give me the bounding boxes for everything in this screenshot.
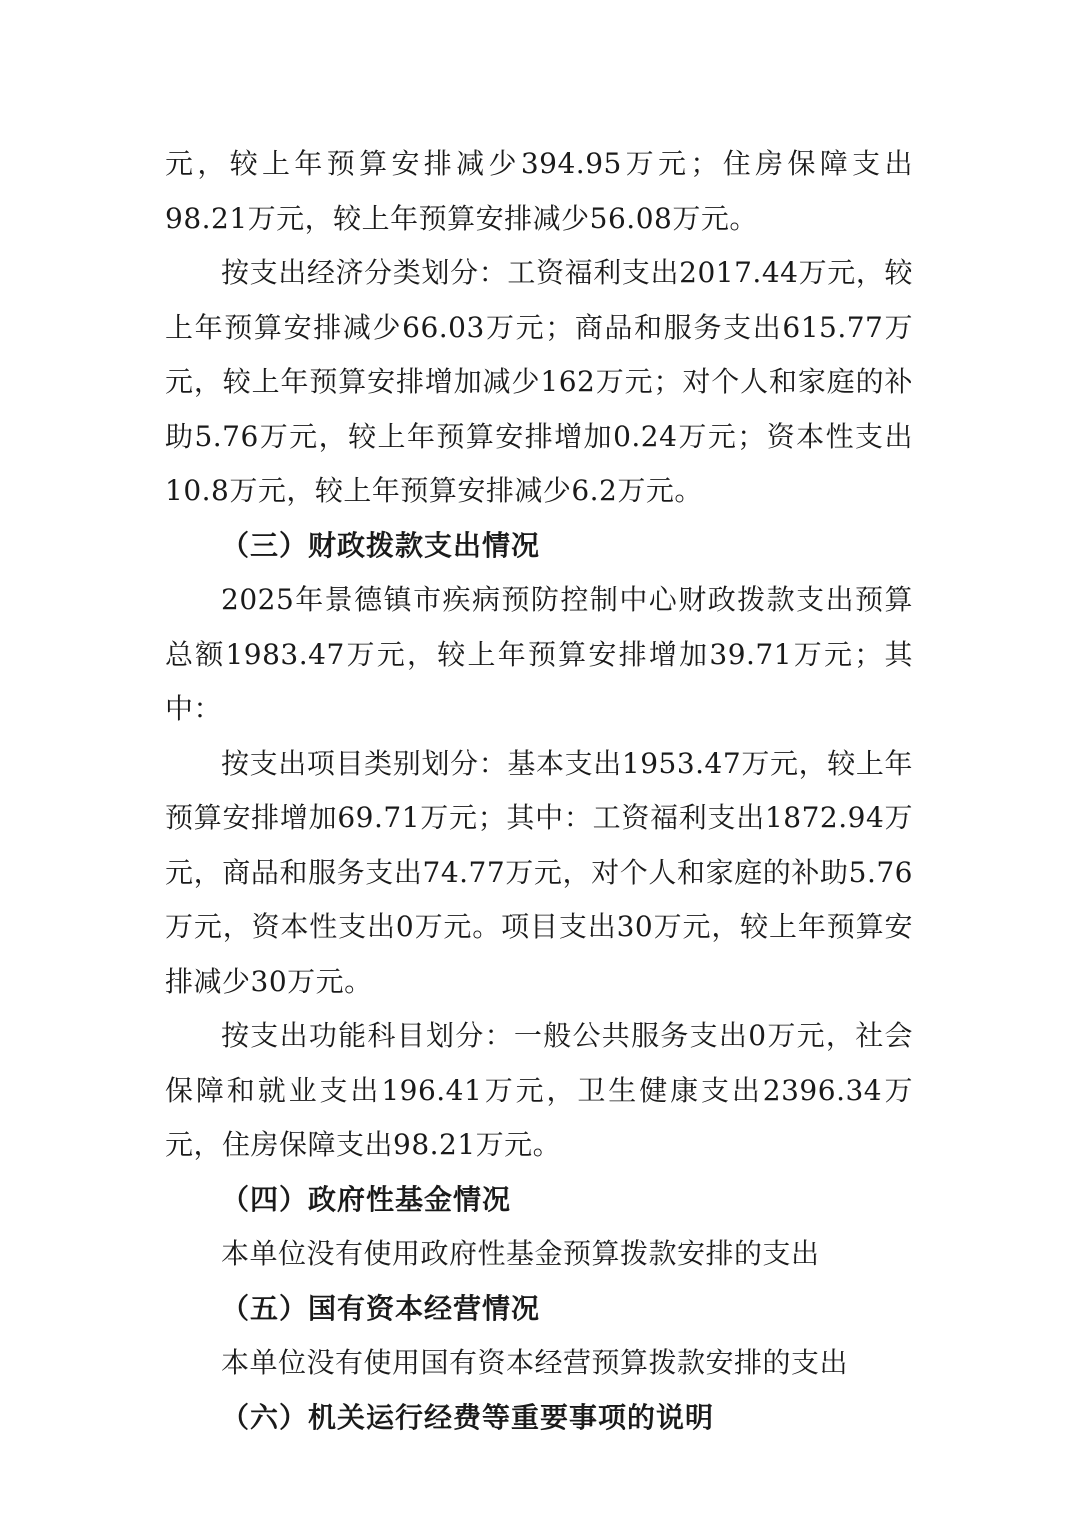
paragraph-government-fund-note: 本单位没有使用政府性基金预算拨款安排的支出	[221, 1237, 820, 1270]
section-heading-government-fund: （四）政府性基金情况	[221, 1182, 512, 1216]
paragraph-economic-classification: 按支出经济分类划分：工资福利支出2017.44万元，较上年预算安排减少66.03万元；商品和服务支出615.77万元，较上年预算安排增加减少162万元；对个人和家庭的补助5.76万元，较上年预算安排增加0.24万元；资本性支出10.8万元，较上年预算安排减少6.2万元。	[165, 256, 913, 507]
paragraph-state-capital-note: 本单位没有使用国有资本经营预算拨款安排的支出	[221, 1346, 849, 1379]
section-heading-state-capital: （五）国有资本经营情况	[221, 1291, 541, 1325]
document-page	[165, 137, 913, 1445]
paragraph-housing-expense-continuation: 元，较上年预算安排减少394.95万元；住房保障支出98.21万元，较上年预算安排减少56.08万元。	[165, 147, 913, 235]
section-heading-operating-expenses: （六）机关运行经费等重要事项的说明	[221, 1400, 715, 1434]
paragraph-functional-classification: 按支出功能科目划分：一般公共服务支出0万元，社会保障和就业支出196.41万元，卫生健康支出2396.34万元，住房保障支出98.21万元。	[165, 1019, 913, 1161]
paragraph-project-category: 按支出项目类别划分：基本支出1953.47万元，较上年预算安排增加69.71万元；其中：工资福利支出1872.94万元，商品和服务支出74.77万元，对个人和家庭的补助5.76万元，资本性支出0万元。项目支出30万元，较上年预算安排减少30万元。	[165, 746, 913, 998]
section-heading-fiscal-appropriation: （三）财政拨款支出情况	[221, 528, 541, 562]
paragraph-fiscal-total: 2025年景德镇市疾病预防控制中心财政拨款支出预算总额1983.47万元，较上年预算安排增加39.71万元；其中：	[165, 583, 913, 725]
